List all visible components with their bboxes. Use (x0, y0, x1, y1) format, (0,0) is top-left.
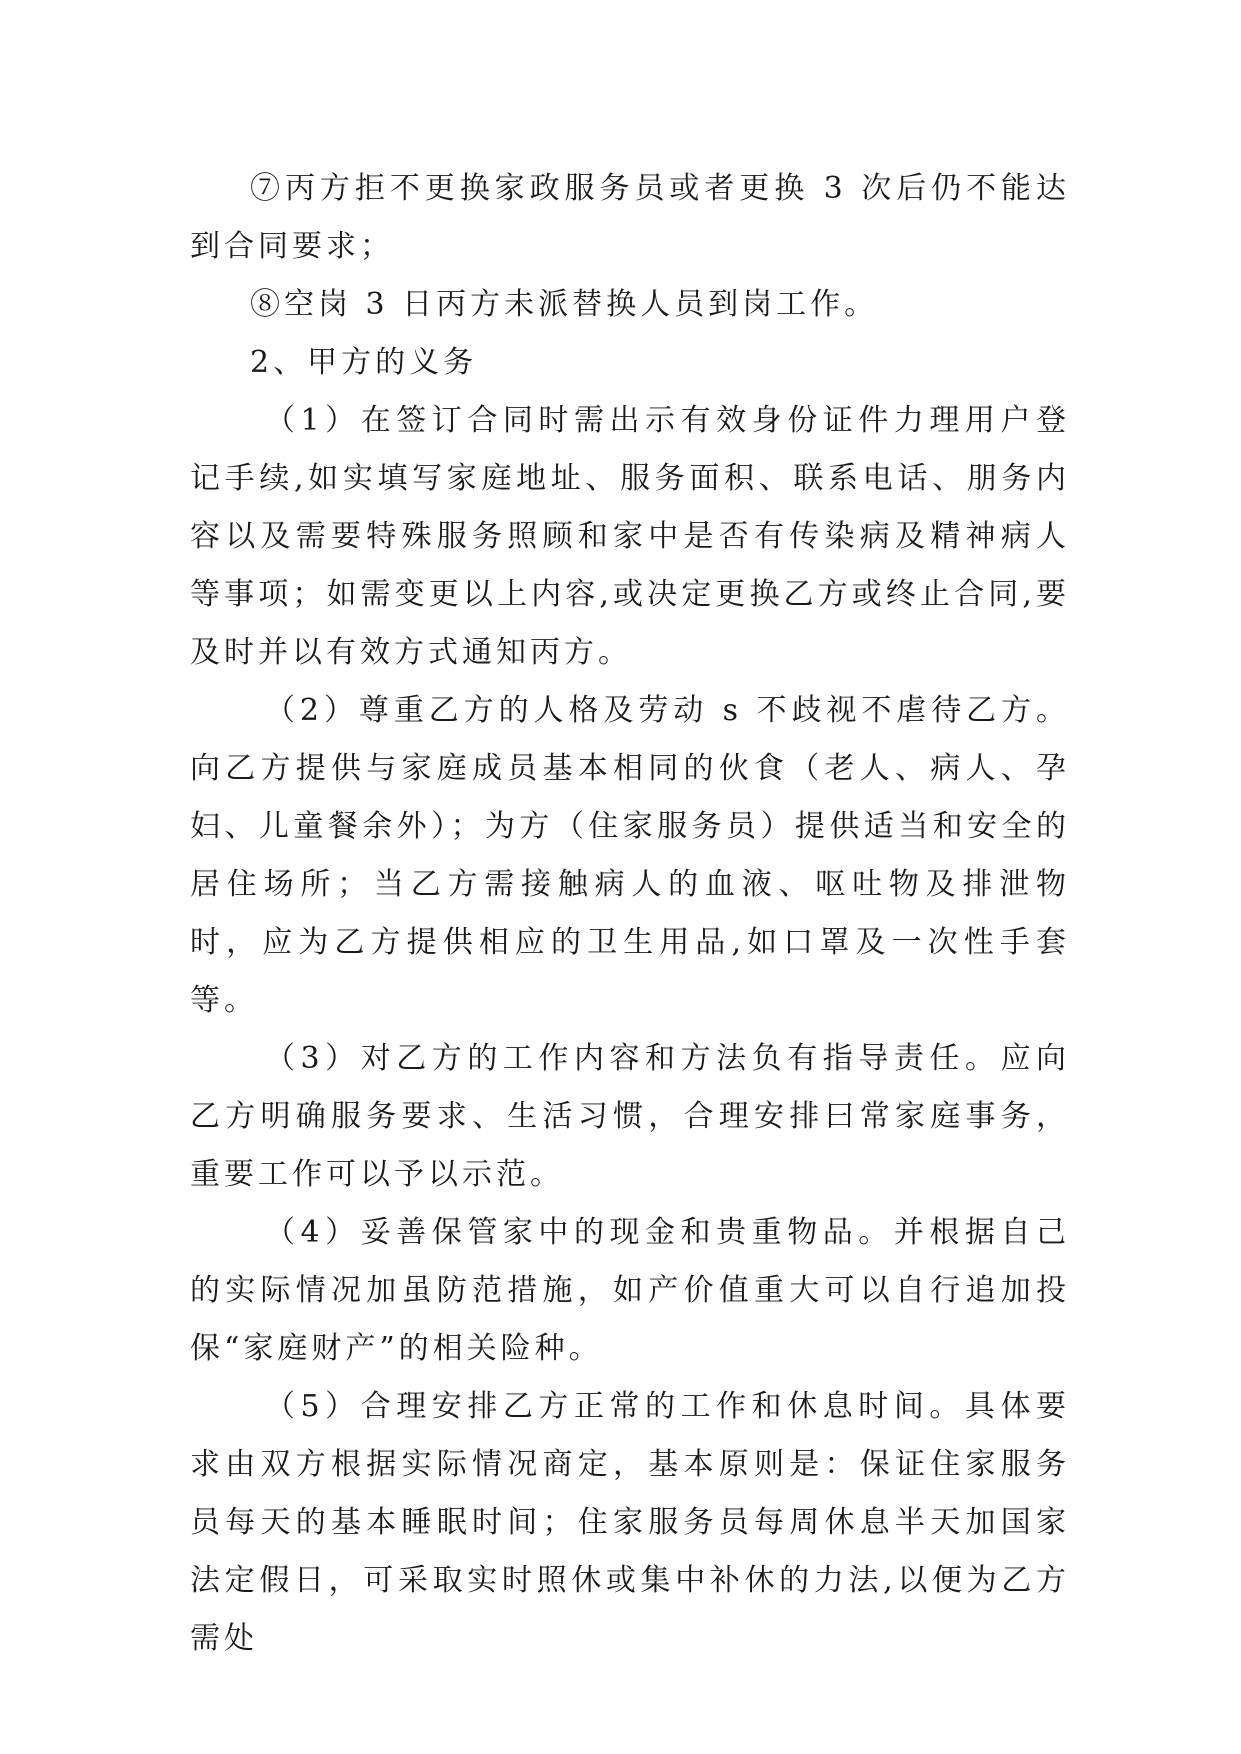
clause-item-7: ⑦丙方拒不更换家政服务员或者更换 3 次后仍不能达到合同要求； (190, 171, 1070, 264)
obligation-paragraph-2: （2）尊重乙方的人格及劳动 s 不歧视不虐待乙方。向乙方提供与家庭成员基本相同的伙食（老人、病人、孕妇、儿童餐余外）；为方（住家服务员）提供适当和安全的居住场所；当乙方需接触病人的血液、呕吐物及排泄物时，应为乙方提供相应的卫生用品,如口罩及一次性手套等。 (190, 693, 1070, 1018)
obligation-paragraph-4: （4）妥善保管家中的现金和贵重物品。并根据自己的实际情况加虽防范措施，如产价值重大可以自行追加投保“家庭财产”的相关险种。 (190, 1215, 1070, 1366)
document-page (190, 160, 1070, 1668)
clause-item-8: ⑧空岗 3 日丙方未派替换人员到岗工作。 (250, 287, 879, 322)
obligation-paragraph-1: （1）在签订合同时需出示有效身份证件力理用户登记手续,如实填写家庭地址、服务面积、联系电话、朋务内容以及需要特殊服务照顾和家中是否有传染病及精神病人等事项；如需变更以上内容,或决定更换乙方或终止合同,要及时并以有效方式通知丙方。 (190, 403, 1070, 670)
obligation-paragraph-5: （5）合理安排乙方正常的工作和休息时间。具体要求由双方根据实际情况商定，基本原则是：保证住家服务员每天的基本睡眠时间；住家服务员每周休息半天加国家法定假日，可采取实时照休或集中补休的力法,以便为乙方需处 (190, 1389, 1070, 1656)
obligation-paragraph-3: （3）对乙方的工作内容和方法负有指导责任。应向乙方明确服务要求、生活习惯，合理安排曰常家庭事务，重要工作可以予以示范。 (190, 1041, 1070, 1192)
section-heading-party-a-obligations: 2、甲方的义务 (250, 345, 478, 380)
